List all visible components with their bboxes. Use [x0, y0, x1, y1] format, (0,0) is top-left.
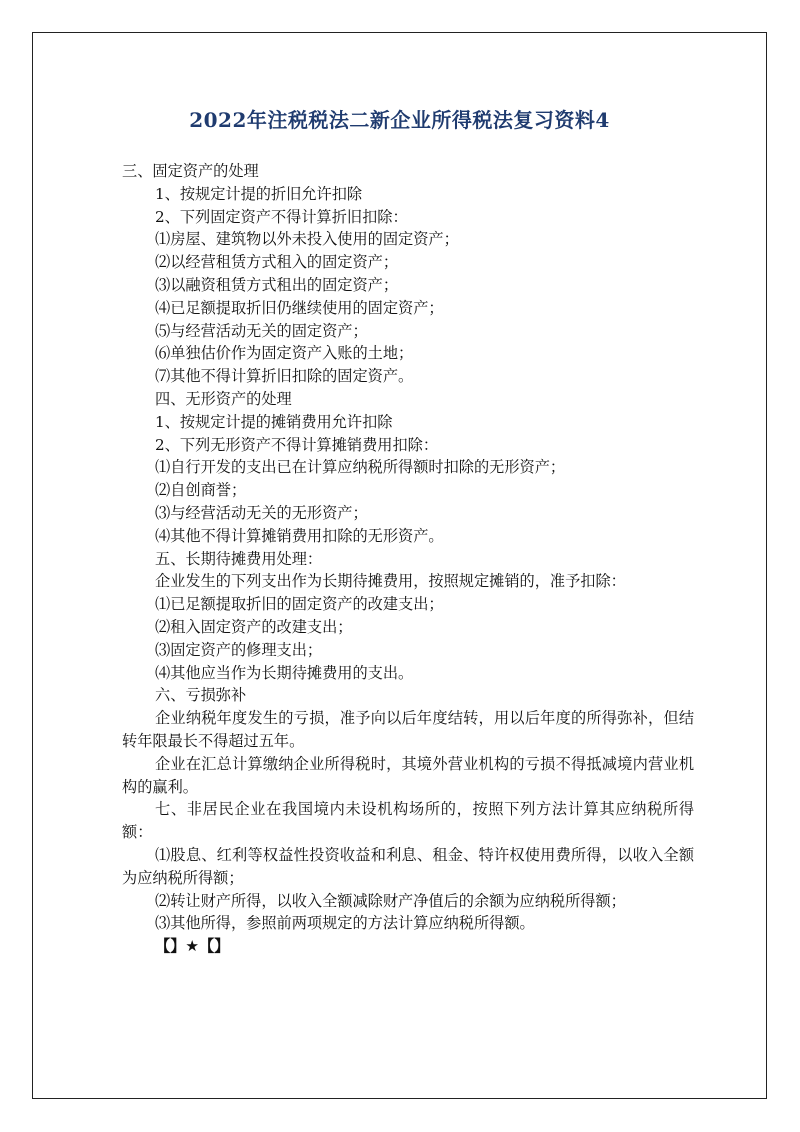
list-item: ⑵租入固定资产的改建支出；: [155, 617, 353, 636]
list-item: 2、下列固定资产不得计算折旧扣除：: [155, 207, 408, 226]
paragraph: 企业纳税年度发生的亏损，准予向以后年度结转，用以后年度的所得弥补，但结转年限最长不得超过五年。: [122, 709, 694, 750]
list-item: ⑵以经营租赁方式租入的固定资产；: [155, 253, 398, 272]
end-marks: 【】★【】: [155, 937, 230, 956]
list-item: ⑴自行开发的支出已在计算应纳税所得额时扣除的无形资产；: [155, 458, 566, 477]
list-item: ⑶与经营活动无关的无形资产；: [155, 503, 368, 522]
list-item: 1、按规定计提的折旧允许扣除: [155, 184, 363, 203]
list-item: ⑺其他不得计算折旧扣除的固定资产。: [155, 367, 414, 386]
paragraph: 企业在汇总计算缴纳企业所得税时，其境外营业机构的亏损不得抵减境内营业机构的赢利。: [122, 754, 694, 796]
list-item: 企业发生的下列支出作为长期待摊费用，按照规定摊销的，准予扣除：: [155, 572, 626, 591]
list-item: 1、按规定计提的摊销费用允许扣除: [155, 412, 393, 431]
list-item: ⑹单独估价作为固定资产入账的土地；: [155, 344, 414, 363]
list-item: ⑴房屋、建筑物以外未投入使用的固定资产；: [155, 230, 459, 249]
section-heading-intangible-assets: 四、无形资产的处理: [155, 389, 292, 408]
paragraph: ⑵转让财产所得，以收入全额减除财产净值后的余额为应纳税所得额；: [155, 891, 626, 910]
section-heading-fixed-assets: 三、固定资产的处理: [122, 162, 259, 180]
list-item: ⑷已足额提取折旧仍继续使用的固定资产；: [155, 298, 444, 317]
list-item: ⑶以融资租赁方式租出的固定资产；: [155, 275, 398, 294]
section-heading-loss-carryforward: 六、亏损弥补: [155, 686, 247, 705]
paragraph: ⑴股息、红利等权益性投资收益和利息、租金、特许权使用费所得，以收入全额为应纳税所得额；: [122, 845, 694, 887]
list-item: ⑴已足额提取折旧的固定资产的改建支出；: [155, 595, 444, 614]
document-body: [122, 160, 694, 958]
list-item: ⑵自创商誉；: [155, 481, 247, 500]
list-item: ⑸与经营活动无关的固定资产；: [155, 321, 368, 340]
list-item: ⑶固定资产的修理支出；: [155, 640, 323, 659]
list-item: ⑷其他不得计算摊销费用扣除的无形资产。: [155, 526, 444, 545]
section-heading-nonresident: 七、非居民企业在我国境内未设机构场所的，按照下列方法计算其应纳税所得额：: [122, 800, 694, 842]
section-heading-long-term-prepaid: 五、长期待摊费用处理：: [155, 549, 323, 568]
document-title: 2022年注税税法二新企业所得税法复习资料4: [189, 108, 610, 132]
list-item: ⑷其他应当作为长期待摊费用的支出。: [155, 663, 414, 682]
paragraph: ⑶其他所得，参照前两项规定的方法计算应纳税所得额。: [155, 914, 535, 933]
list-item: 2、下列无形资产不得计算摊销费用扣除：: [155, 435, 439, 454]
